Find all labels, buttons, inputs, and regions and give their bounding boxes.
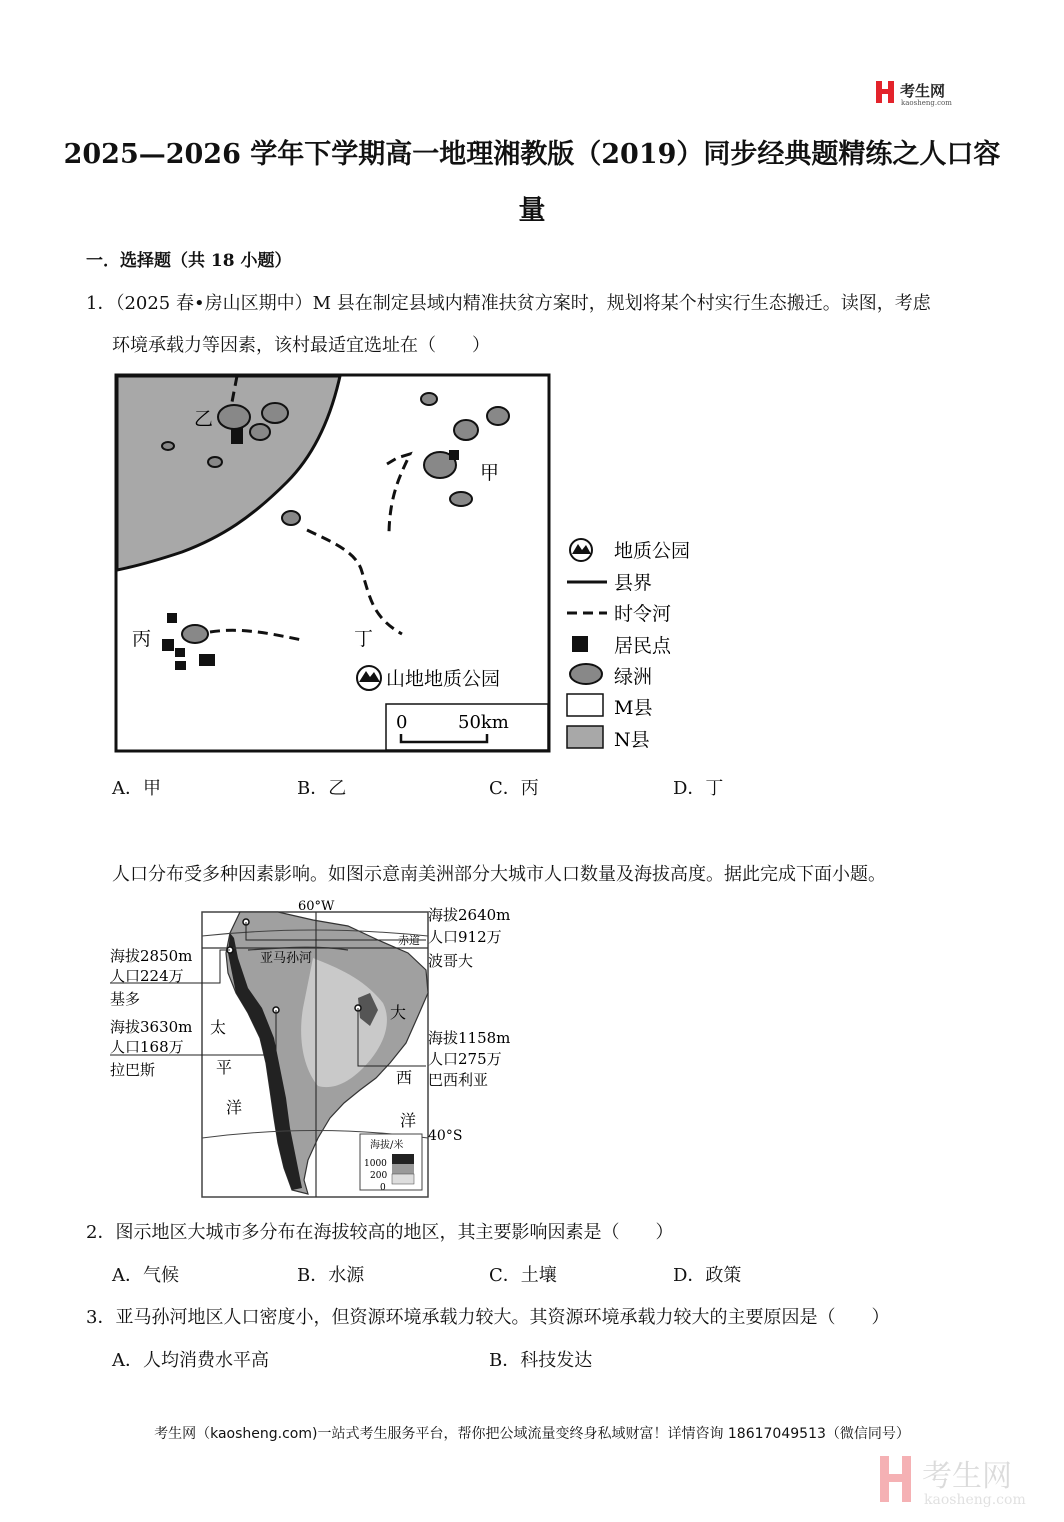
geopark-symbol [357,666,381,690]
lapaz-alt: 海拔3630m [110,1018,193,1036]
legend-n-county: N县 [614,729,650,751]
elev-200: 200 [370,1171,388,1181]
lapaz-pop: 人口168万 [110,1038,184,1056]
doc-title-line2: 量 [518,195,546,226]
legend-seasonal-river: 时令河 [614,603,672,625]
bogota-pop: 人口912万 [428,928,502,946]
brasilia-name: 巴西利亚 [428,1071,489,1089]
kaosheng-watermark [878,1448,1048,1514]
brasilia-pop: 人口275万 [428,1050,502,1068]
lapaz-name: 拉巴斯 [110,1061,156,1079]
watermark-sub: kaosheng.com [924,1492,1026,1508]
bogota-alt: 海拔2640m [428,906,511,924]
legend-m-county: M县 [614,697,653,719]
label-ding: 丁 [354,628,374,650]
quito-alt: 海拔2850m [110,947,193,965]
scale-dist: 50km [458,712,509,733]
group-intro: 人口分布受多种因素影响。如图示意南美洲部分大城市人口数量及海拔高度。据此完成下面小题。 [112,864,886,885]
q1-stem-line1: 1．（2025 春•房山区期中）M 县在制定县域内精准扶贫方案时，规划将某个村实行生态搬迁。读图，考虑 [86,293,931,314]
label-40s: 40°S [428,1128,463,1144]
bogota-name: 波哥大 [428,952,474,970]
q3-option-b[interactable]: B．科技发达 [489,1350,593,1371]
brasilia-alt: 海拔1158m [428,1029,511,1047]
ocean-pacific-3: 洋 [226,1098,243,1117]
q3-option-a[interactable]: A．人均消费水平高 [112,1350,269,1371]
label-equator: 赤道 [398,934,420,947]
label-yi: 乙 [194,408,214,430]
q1-stem-line2: 环境承载力等因素，该村最适宜选址在（ ） [112,335,490,356]
ocean-pacific-2: 平 [216,1058,233,1077]
label-geopark: 山地地质公园 [386,668,501,690]
quito-pop: 人口224万 [110,967,184,985]
q1-option-b[interactable]: B．乙 [297,778,347,799]
elev-1000: 1000 [364,1159,387,1169]
label-amazon: 亚马孙河 [260,951,313,966]
q2-option-a[interactable]: A．气候 [112,1265,179,1286]
elevation-legend [360,1134,422,1193]
ocean-atlantic-3: 洋 [400,1111,417,1130]
scale-zero: 0 [396,712,408,733]
kaosheng-logo [874,78,966,108]
doc-title-line1: 2025—2026 学年下学期高一地理湘教版（2019）同步经典题精练之人口容 [63,139,1001,170]
elev-0: 0 [380,1183,386,1193]
ocean-atlantic-2: 西 [396,1068,413,1087]
legend-geopark: 地质公园 [614,540,691,562]
footer-note: 考生网（kaosheng.com)一站式考生服务平台，帮你把公域流量变终身私域财富！详情咨询 18617049513（微信同号） [154,1426,910,1442]
q2-option-d[interactable]: D．政策 [673,1265,742,1286]
logo-text: 考生网 [900,82,946,100]
legend-oasis: 绿洲 [614,666,653,688]
legend-settlement: 居民点 [614,635,672,657]
logo-sub: kaosheng.com [901,99,952,107]
county-map [112,372,712,761]
south-america-map [108,898,528,1204]
elev-title: 海拔/米 [370,1140,404,1151]
q3-stem: 3．亚马孙河地区人口密度小，但资源环境承载力较大。其资源环境承载力较大的主要原因是（ ） [86,1307,890,1328]
quito-name: 基多 [110,990,141,1008]
ocean-pacific-1: 太 [210,1018,227,1037]
q1-option-c[interactable]: C．丙 [489,778,539,799]
label-60w: 60°W [298,899,335,914]
q1-option-d[interactable]: D．丁 [673,778,724,799]
q2-option-c[interactable]: C．土壤 [489,1265,557,1286]
q1-option-a[interactable]: A．甲 [112,778,161,799]
watermark-text: 考生网 [922,1459,1012,1494]
ocean-atlantic-1: 大 [390,1003,407,1022]
legend [567,539,690,751]
q2-stem: 2．图示地区大城市多分布在海拔较高的地区，其主要影响因素是（ ） [86,1222,674,1243]
section-heading: 一．选择题（共 18 小题） [86,251,292,271]
label-jia: 甲 [480,462,500,484]
label-bing: 丙 [132,628,152,650]
legend-county-border: 县界 [614,572,653,594]
q2-option-b[interactable]: B．水源 [297,1265,365,1286]
